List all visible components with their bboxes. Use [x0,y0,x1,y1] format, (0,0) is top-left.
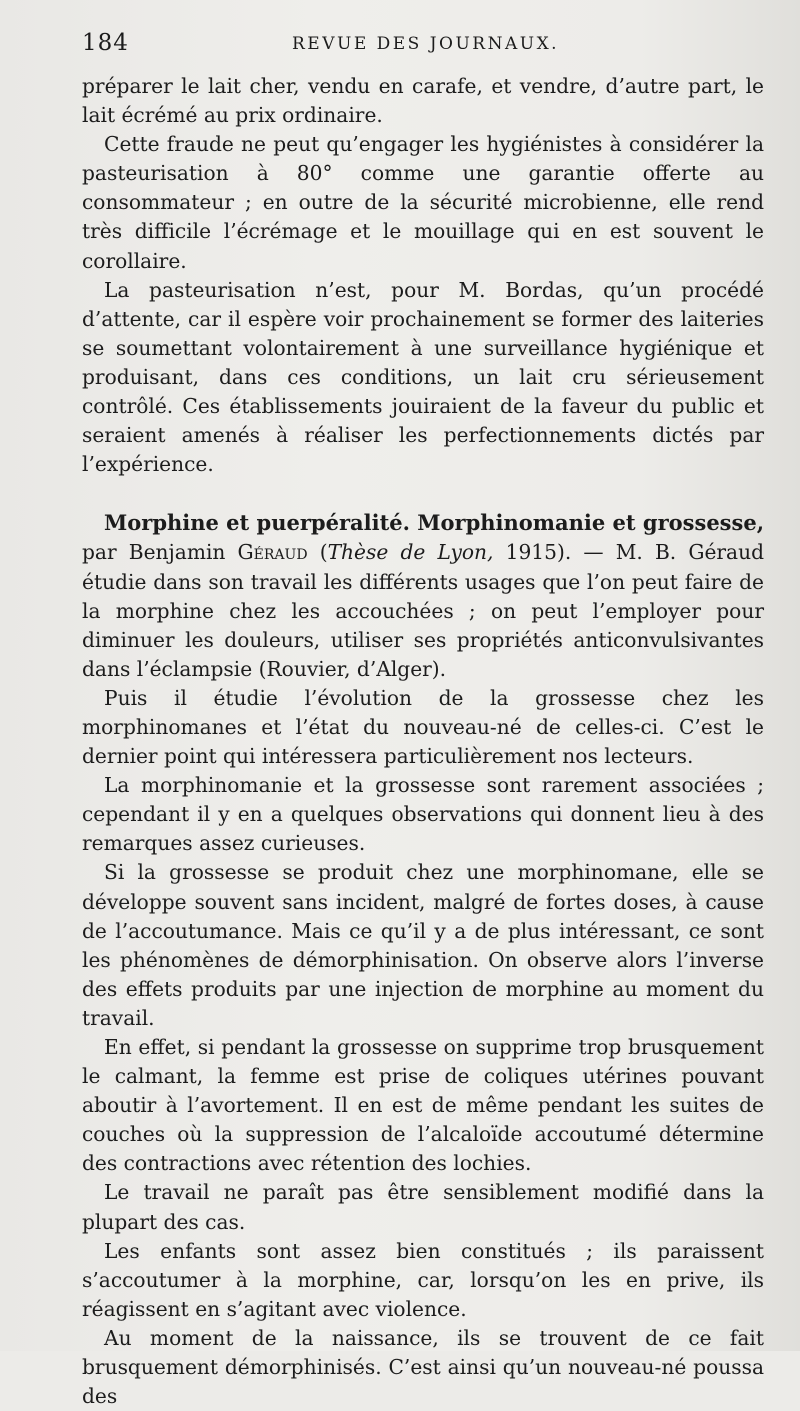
article-intro-paragraph [82,508,764,684]
paragraph-avortement: En effet, si pendant la grossesse on supprime trop brusquement le calmant, la femme est prise de coliques utérines pouvant aboutir à l’avortement. Il en est de même pendant les suites de couches où la suppression de l’alcaloïde accoutumé détermine des contractions avec rétention des lochies. [82,1035,764,1176]
paragraph-demorphinisation: Si la grossesse se produit chez une morphinomane, elle se développe souvent sans incident, malgré de fortes doses, à cause de l’accoutumance. Mais ce qu’il y a de plus intéressant, ce sont les phénomènes de démorphinisation. On observe alors l’inverse des effets produits par une injection de morphine au moment du travail. [82,860,764,1030]
paragraph-enfants: Les enfants sont assez bien constitués ; ils paraissent s’accoutumer à la morphine, car, lorsqu’on les en prive, ils réagissent en s’agitant avec violence. [82,1238,764,1321]
page-number: 184 [82,30,129,56]
byline-par: par Benjamin [82,540,238,565]
journal-title: REVUE DES JOURNAUX. [292,34,560,54]
paragraph-lait-ecreme: préparer le lait cher, vendu en carafe, et vendre, d’autre part, le lait écrémé au prix ordinaire. [82,74,764,128]
body-text [82,72,764,1411]
running-head [82,30,762,62]
paragraph-morphinomanie: La morphinomanie et la grossesse sont rarement associées ; cependant il y en a quelques observations qui donnent lieu à des remarques assez curieuses. [82,773,764,856]
section-separator [82,479,764,508]
paragraph-evolution-grossesse: Puis il étudie l’évolution de la grossesse chez les morphinomanes et l’état du nouveau-né de celles-ci. C’est le dernier point qui intéressera particulièrement nos lecteurs. [82,685,764,769]
paragraph-travail: Le travail ne paraît pas être sensiblement modifié dans la plupart des cas. [82,1180,764,1234]
paragraph-fraude: Cette fraude ne peut qu’engager les hygiénistes à considérer la pasteurisation à 80° comme une garantie offerte au consommateur ; en outre de la sécurité microbienne, elle rend très difficile l’écrémage et le mouillage qui en est souvent le corollaire. [82,132,764,273]
paragraph-naissance: Au moment de la naissance, ils se trouvent de ce fait brusquement démorphinisés. C’est ainsi qu’un nouveau-né poussa des [82,1325,764,1409]
paragraph-pasteurisation: La pasteurisation n’est, pour M. Bordas, qu’un procédé d’attente, car il espère voir prochainement se former des laiteries se soumettant volontairement à une surveillance hygiénique et produisant, dans ces conditions, un lait cru sérieusement contrôlé. Ces établissements jouiraient de la faveur du public et seraient amenés à réaliser les perfectionnements dictés par l’expérience. [82,277,764,477]
open-paren: ( [307,540,328,565]
article-title: Morphine et puerpéralité. Morphinomanie et grossesse, [104,510,765,536]
thesis-reference: Thèse de Lyon, [327,540,494,565]
author-name: Géraud [237,540,308,565]
intro-text: 1915). — M. B. Géraud étudie dans son travail les différents usages que l’on peut faire de la morphine chez les accouchées ; on peut l’employer pour diminuer les douleurs, utiliser ses propriétés anticonvulsivantes dans l’éclampsie (Rouvier, d’Alger). [82,540,765,681]
